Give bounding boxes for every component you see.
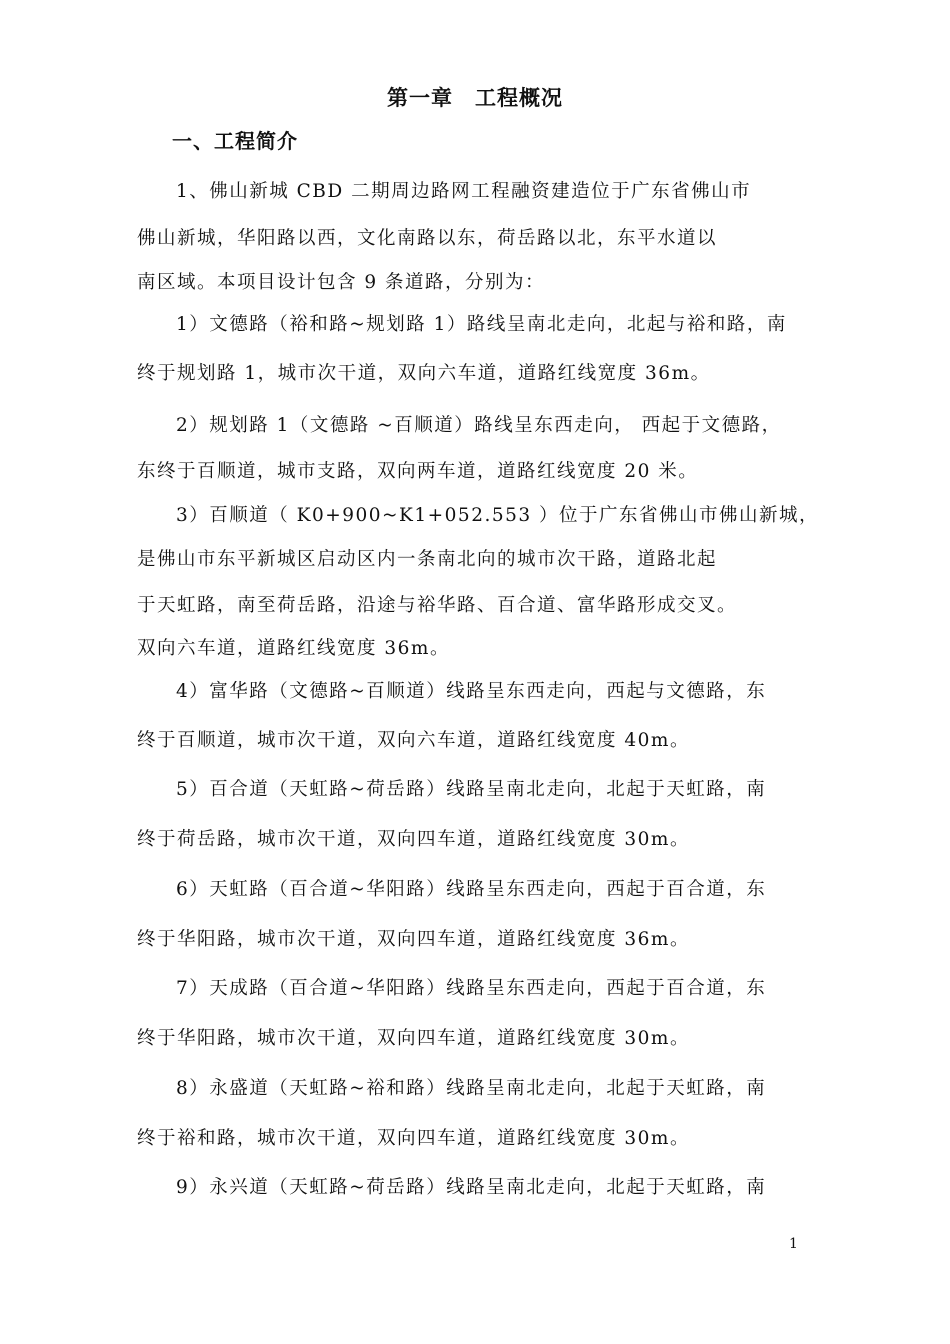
paragraph-line: 2）规划路 1（文德路 ~百顺道）路线呈东西走向， 西起于文德路， <box>176 415 782 436</box>
page-number: 1 <box>789 1236 798 1252</box>
paragraph-line: 于天虹路，南至荷岳路，沿途与裕华路、百合道、富华路形成交叉。 <box>137 595 738 616</box>
paragraph-line: 6）天虹路（百合道~华阳路）线路呈东西走向，西起于百合道，东 <box>176 879 767 900</box>
paragraph-line: 终于规划路 1，城市次干道，双向六车道，道路红线宽度 36m。 <box>137 363 711 384</box>
paragraph-line: 3）百顺道（ K0+900~K1+052.553 ）位于广东省佛山市佛山新城， <box>176 505 820 526</box>
paragraph-line: 1、佛山新城 CBD 二期周边路网工程融资建造位于广东省佛山市 <box>176 181 752 202</box>
paragraph-line: 终于华阳路，城市次干道，双向四车道，道路红线宽度 36m。 <box>137 929 690 950</box>
paragraph-line: 是佛山市东平新城区启动区内一条南北向的城市次干路，道路北起 <box>137 549 718 570</box>
paragraph-line: 佛山新城，华阳路以西，文化南路以东，荷岳路以北，东平水道以 <box>137 228 718 249</box>
paragraph-line: 南区域。本项目设计包含 9 条道路，分别为： <box>137 272 546 293</box>
chapter-name: 工程概况 <box>475 85 563 110</box>
chapter-number: 第一章 <box>387 85 453 110</box>
paragraph-line: 终于百顺道，城市次干道，双向六车道，道路红线宽度 40m。 <box>137 730 690 751</box>
section-heading: 一、工程简介 <box>172 129 298 153</box>
paragraph-line: 终于华阳路，城市次干道，双向四车道，道路红线宽度 30m。 <box>137 1028 690 1049</box>
chapter-title <box>0 82 950 112</box>
paragraph-line: 5）百合道（天虹路~荷岳路）线路呈南北走向，北起于天虹路，南 <box>176 779 767 800</box>
paragraph-line: 终于荷岳路，城市次干道，双向四车道，道路红线宽度 30m。 <box>137 829 690 850</box>
paragraph-line: 9）永兴道（天虹路~荷岳路）线路呈南北走向，北起于天虹路，南 <box>176 1177 767 1198</box>
paragraph-line: 1）文德路（裕和路~规划路 1）路线呈南北走向，北起与裕和路，南 <box>176 314 787 335</box>
paragraph-line: 4）富华路（文德路~百顺道）线路呈东西走向，西起与文德路，东 <box>176 681 767 702</box>
paragraph-line: 8）永盛道（天虹路~裕和路）线路呈南北走向，北起于天虹路，南 <box>176 1078 767 1099</box>
paragraph-line: 7）天成路（百合道~华阳路）线路呈东西走向，西起于百合道，东 <box>176 978 767 999</box>
paragraph-line: 终于裕和路，城市次干道，双向四车道，道路红线宽度 30m。 <box>137 1128 690 1149</box>
paragraph-line: 双向六车道，道路红线宽度 36m。 <box>137 638 450 659</box>
paragraph-line: 东终于百顺道，城市支路，双向两车道，道路红线宽度 20 米。 <box>137 461 699 482</box>
